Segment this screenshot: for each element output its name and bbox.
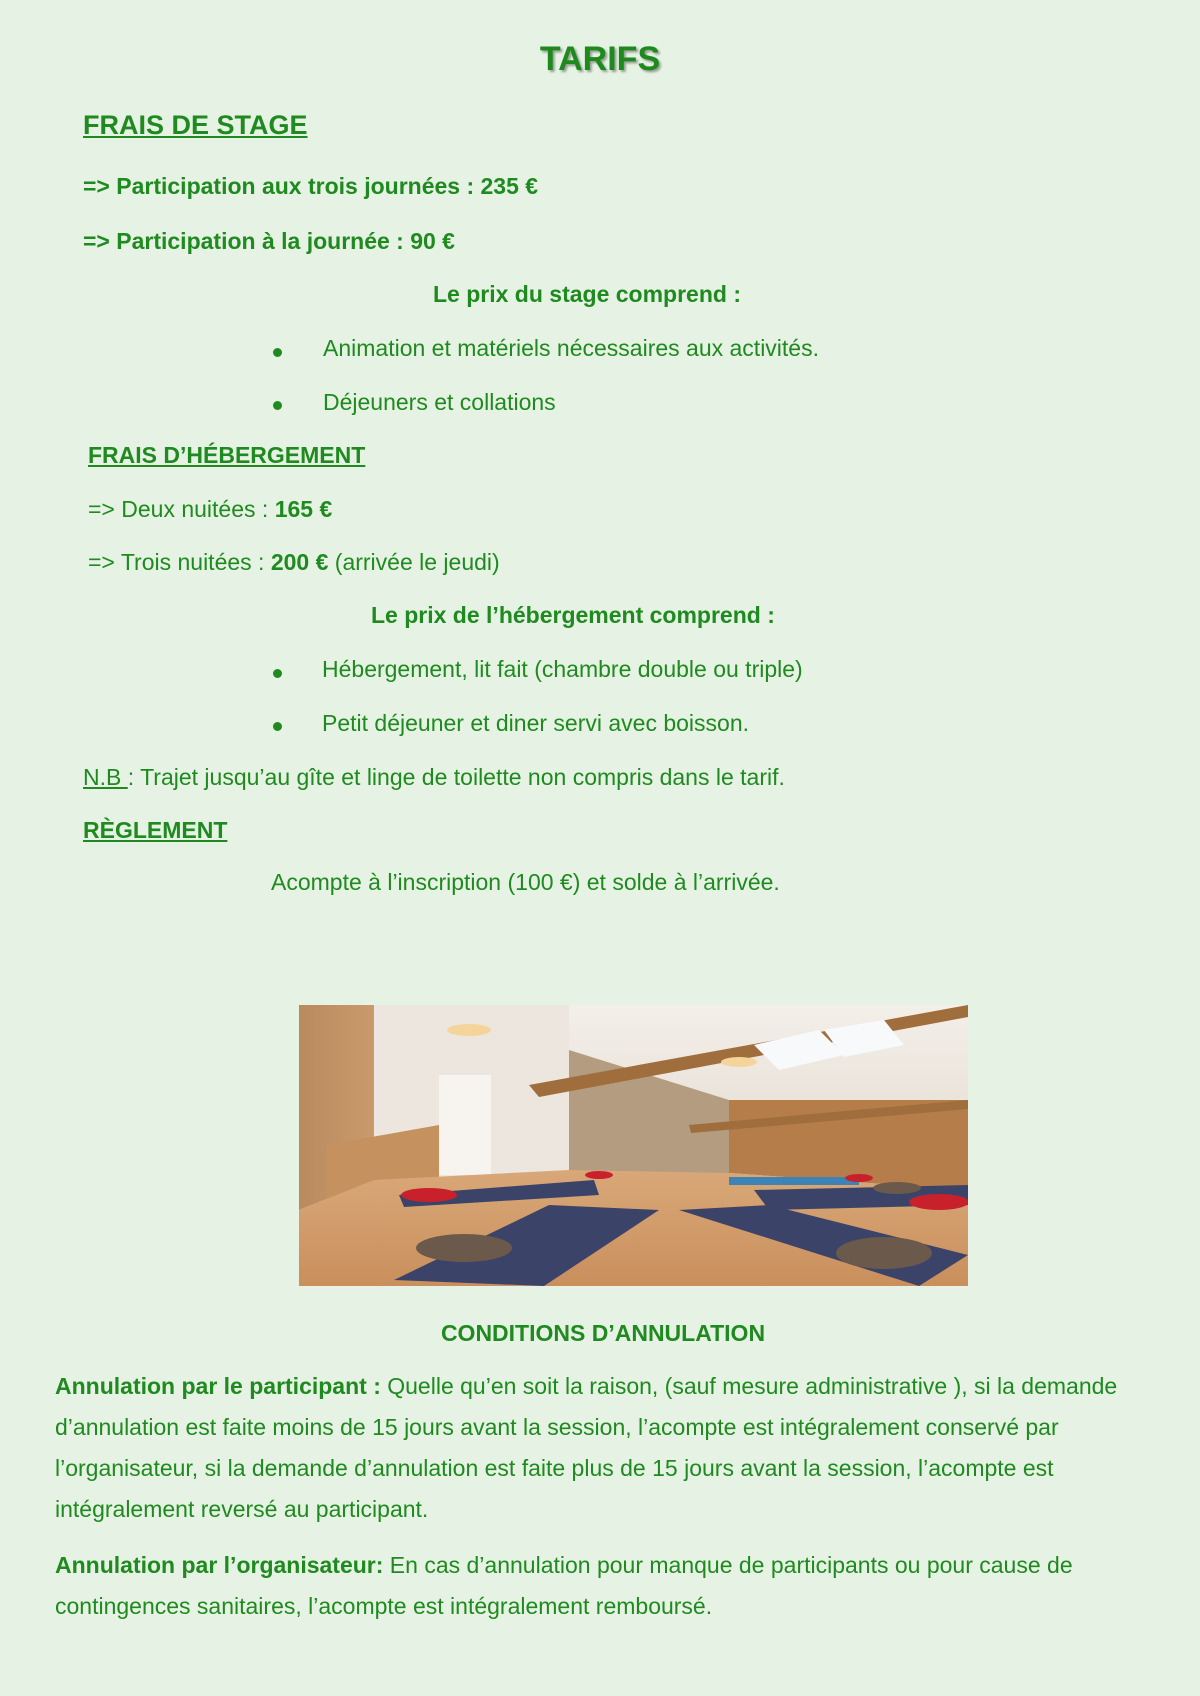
page-title: TARIFS xyxy=(539,40,661,78)
hebergement-three-nights: => Trois nuitées : 200 € (arrivée le jeudi) xyxy=(88,549,500,575)
stage-price-three-days: => Participation aux trois journées : 235 € xyxy=(83,173,539,199)
annulation-organisateur-paragraph: Annulation par l’organisateur: En cas d’annulation pour manque de participants ou pour cause de contingences sanitaires, l’acompte est intégralement remboursé. xyxy=(55,1552,1073,1619)
hebergement-two-nights: => Deux nuitées : 165 € xyxy=(88,496,333,522)
hebergement-include-item: Petit déjeuner et diner servi avec boisson. xyxy=(322,710,750,736)
stage-price-one-day: => Participation à la journée : 90 € xyxy=(83,228,455,254)
annulation-heading: CONDITIONS D’ANNULATION xyxy=(440,1320,766,1346)
stage-heading: FRAIS DE STAGE xyxy=(83,110,308,140)
reglement-text: Acompte à l’inscription (100 €) et solde à l’arrivée. xyxy=(271,869,780,895)
yoga-room-photo xyxy=(299,1005,968,1286)
bullet-icon xyxy=(273,722,282,731)
hebergement-includes-heading: Le prix de l’hébergement comprend : xyxy=(371,602,775,628)
reglement-heading: RÈGLEMENT xyxy=(83,817,228,843)
hebergement-include-item: Hébergement, lit fait (chambre double ou triple) xyxy=(322,656,803,682)
hebergement-heading: FRAIS D’HÉBERGEMENT xyxy=(88,442,366,468)
bullet-icon xyxy=(273,401,282,410)
stage-include-item: Déjeuners et collations xyxy=(323,389,556,415)
bullet-icon xyxy=(273,348,282,357)
stage-include-item: Animation et matériels nécessaires aux activités. xyxy=(323,335,819,361)
bullet-icon xyxy=(273,669,282,678)
stage-includes-heading: Le prix du stage comprend : xyxy=(433,281,741,307)
annulation-participant-paragraph: Annulation par le participant : Quelle qu’en soit la raison, (sauf mesure administrative ), si la demande d’annulation est faite moins de 15 jours avant la session, l’acompte est intégralement conservé par l’organisateur, si la demande d’annulation est faite plus de 15 jours avant la session, l’acompte est intégralement reversé au participant. xyxy=(55,1373,1118,1522)
nb-note: N.B : Trajet jusqu’au gîte et linge de toilette non compris dans le tarif. xyxy=(83,764,785,790)
